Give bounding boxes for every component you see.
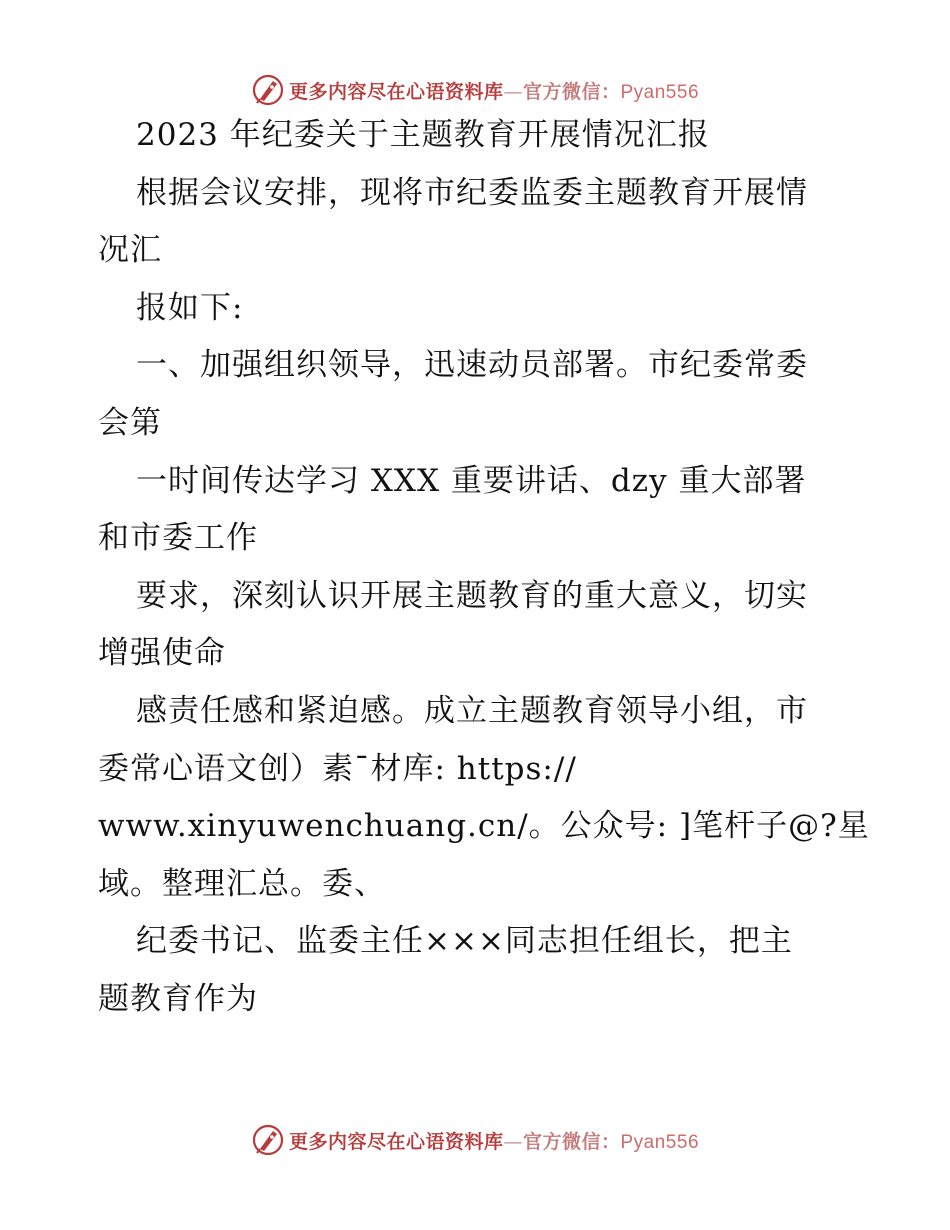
paragraph-line: 纪委书记、监委主任×××同志担任组长，把主	[136, 923, 793, 960]
paragraph-line: 感责任感和紧迫感。成立主题教育领导小组，市	[136, 692, 808, 729]
document-title: 2023 年纪委关于主题教育开展情况汇报	[136, 117, 710, 153]
banner-text	[289, 1127, 699, 1154]
footer-banner	[0, 1120, 950, 1160]
paragraph-line: 域。整理汇总。委、	[98, 865, 386, 902]
paragraph-line: 和市委工作	[98, 520, 258, 557]
banner-text	[289, 77, 699, 104]
paragraph-line: 增强使命	[98, 635, 226, 672]
banner-brand: 更多内容尽在心语资料库	[288, 80, 504, 103]
quill-pen-logo-icon	[251, 1123, 285, 1157]
paragraph-line: 会第	[98, 404, 162, 441]
banner-wechat-label: 官方微信：	[522, 1130, 621, 1153]
header-banner	[0, 70, 950, 110]
banner-separator: —	[503, 80, 523, 103]
paragraph-line: 题教育作为	[98, 980, 258, 1017]
paragraph-line: 一、加强组织领导，迅速动员部署。市纪委常委	[136, 347, 808, 384]
banner-wechat-id: Pyan556	[620, 81, 700, 103]
paragraph-line: 要求，深刻认识开展主题教育的重大意义，切实	[136, 577, 808, 614]
banner-separator: —	[503, 1130, 523, 1153]
paragraph-line: 委常心语文创）素¯材库: https://	[98, 750, 577, 787]
paragraph-line: 一时间传达学习 XXX 重要讲话、dzy 重大部署	[136, 462, 807, 499]
paragraph-line: 根据会议安排，现将市纪委监委主题教育开展情	[136, 174, 808, 211]
paragraph-line: 报如下:	[136, 289, 244, 326]
paragraph-line: 况汇	[98, 232, 162, 269]
document-body	[98, 117, 870, 1042]
banner-wechat-label: 官方微信：	[522, 80, 621, 103]
banner-brand: 更多内容尽在心语资料库	[288, 1130, 504, 1153]
paragraph-line: www.xinyuwenchuang.cn/。公众号: ]笔杆子@?星	[98, 808, 870, 845]
banner-wechat-id: Pyan556	[620, 1131, 700, 1153]
quill-pen-logo-icon	[251, 73, 285, 107]
